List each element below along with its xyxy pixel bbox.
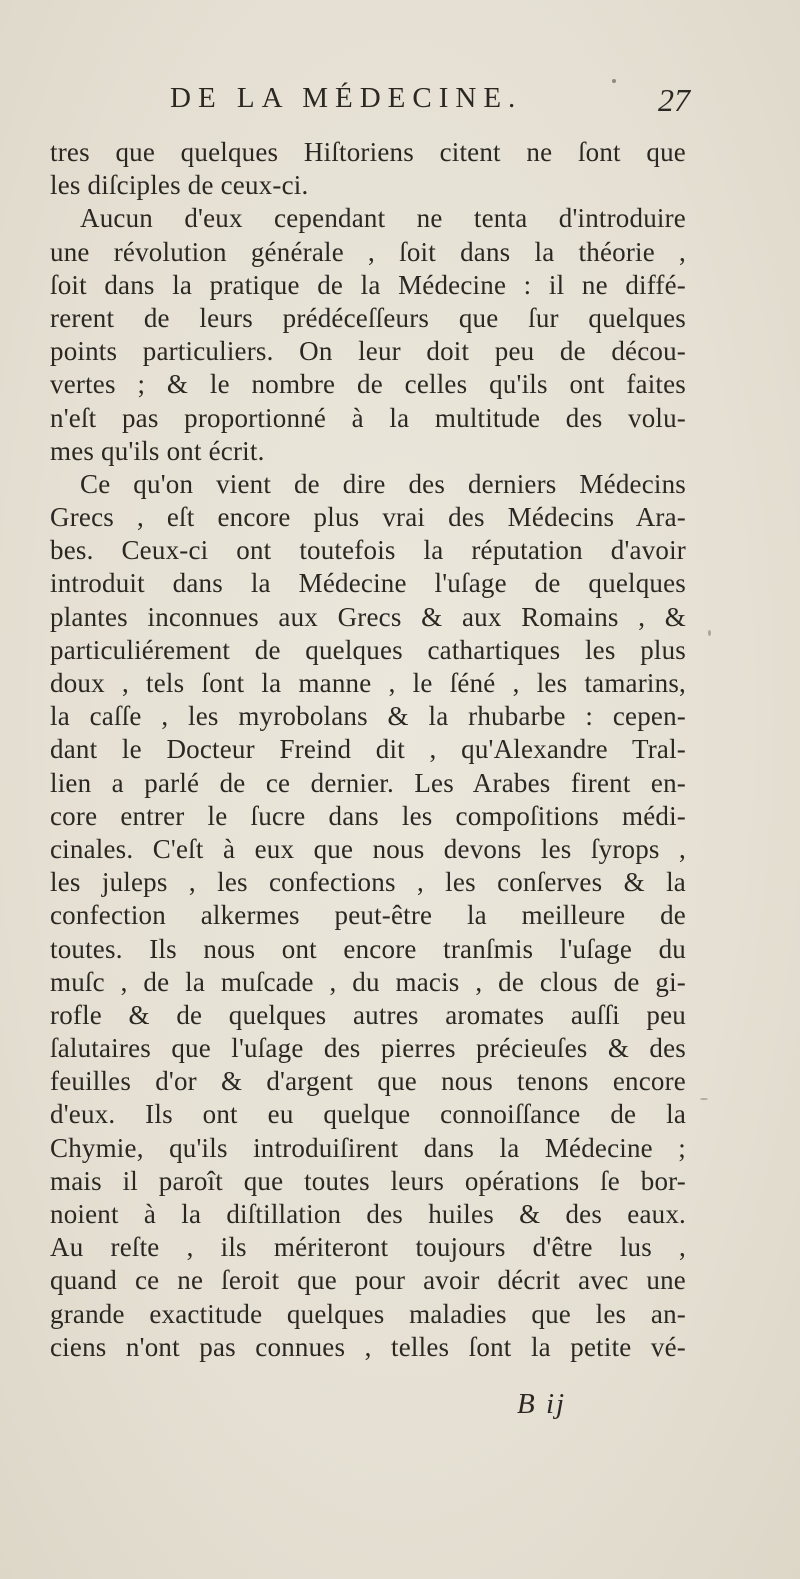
text-line: Au reſte , ils mériteront toujours d'être lus , [50, 1232, 686, 1263]
body-text [50, 136, 686, 1364]
text-line: rofle & de quelques autres aromates auſſi peu [50, 999, 686, 1030]
text-line: cinales. C'eſt à eux que nous devons les ſyrops , [50, 833, 686, 864]
text-line: les diſciples de ceux-ci. [50, 170, 309, 201]
text-line: une révolution générale , ſoit dans la théorie , [50, 236, 686, 267]
text-line: Chymie, qu'ils introduiſirent dans la Médecine ; [50, 1132, 686, 1163]
text-line: particuliérement de quelques cathartiques les plus [50, 634, 686, 665]
text-line: introduit dans la Médecine l'uſage de quelques [50, 568, 686, 599]
text-line: tres que quelques Hiſtoriens citent ne ſont que [50, 137, 686, 167]
text-line: points particuliers. On leur doit peu de décou- [50, 336, 686, 367]
ink-spot [700, 1098, 708, 1100]
text-line: mais il paroît que toutes leurs opérations ſe bor- [50, 1165, 686, 1196]
text-line: Grecs , eſt encore plus vrai des Médecins Ara- [50, 502, 686, 533]
page-number: 27 [658, 82, 690, 118]
text-line: doux , tels ſont la manne , le ſéné , les tamarins, [50, 668, 686, 698]
text-line: rerent de leurs prédéceſſeurs que ſur quelques [50, 302, 686, 333]
text-line: grande exactitude quelques maladies que les an- [50, 1298, 686, 1329]
text-line: feuilles d'or & d'argent que nous tenons encore [50, 1066, 686, 1097]
text-line: plantes inconnues aux Grecs & aux Romains , & [50, 601, 686, 632]
text-line: ciens n'ont pas connues , telles ſont la petite vé- [50, 1331, 686, 1362]
ink-spot [708, 630, 711, 636]
text-line: vertes ; & le nombre de celles qu'ils ont faites [50, 369, 686, 400]
text-line: muſc , de la muſcade , du macis , de clous de gi- [50, 966, 686, 997]
text-line: lien a parlé de ce dernier. Les Arabes firent en- [50, 767, 686, 798]
text-line: ſoit dans la pratique de la Médecine : il ne diffé- [50, 269, 686, 300]
text-line: quand ce ne ſeroit que pour avoir décrit avec une [50, 1265, 686, 1296]
text-line: core entrer le ſucre dans les compoſitions médi- [50, 800, 686, 831]
text-line: dant le Docteur Freind dit , qu'Alexandre Tral- [50, 734, 686, 765]
signature-mark: B ij [517, 1388, 567, 1420]
text-line: n'eſt pas proportionné à la multitude des volu- [50, 402, 686, 433]
text-line: ſalutaires que l'uſage des pierres précieuſes & des [50, 1033, 686, 1064]
text-line: bes. Ceux-ci ont toutefois la réputation d'avoir [50, 535, 686, 566]
text-line: les juleps , les confections , les conſerves & la [50, 867, 686, 898]
page-header [170, 82, 690, 130]
text-line: Aucun d'eux cependant ne tenta d'introduire [80, 203, 686, 234]
text-line: d'eux. Ils ont eu quelque connoiſſance de la [50, 1099, 686, 1130]
running-title: DE LA MÉDECINE. [170, 82, 523, 114]
text-line: noient à la diſtillation des huiles & des eaux. [50, 1199, 686, 1229]
text-line: toutes. Ils nous ont encore tranſmis l'uſage du [50, 933, 686, 964]
text-line: Ce qu'on vient de dire des derniers Médecins [80, 468, 686, 499]
text-line: confection alkermes peut-être la meilleure de [50, 900, 686, 931]
text-line: mes qu'ils ont écrit. [50, 435, 265, 466]
text-line: la caſſe , les myrobolans & la rhubarbe : cepen- [50, 701, 686, 732]
